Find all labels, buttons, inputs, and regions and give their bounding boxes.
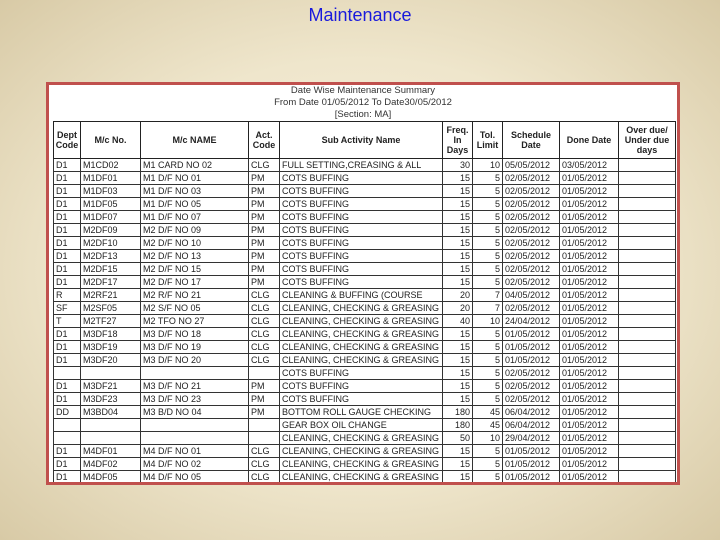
table-row — [54, 354, 676, 367]
table-cell: 05/05/2012 — [503, 159, 560, 172]
table-cell: 01/05/2012 — [560, 263, 619, 276]
table-cell: CLEANING, CHECKING & GREASING — [280, 432, 443, 445]
column-header: Sub Activity Name — [280, 122, 443, 159]
table-cell: 02/05/2012 — [503, 237, 560, 250]
table-cell — [619, 328, 676, 341]
table-row — [54, 471, 676, 484]
table-cell — [619, 354, 676, 367]
table-cell — [619, 198, 676, 211]
table-cell: PM — [249, 380, 280, 393]
table-cell: CLG — [249, 289, 280, 302]
table-cell: PM — [249, 172, 280, 185]
table-cell: CLEANING, CHECKING & GREASING — [280, 341, 443, 354]
table-cell — [619, 380, 676, 393]
table-cell: M1DF01 — [81, 172, 141, 185]
table-cell: 02/05/2012 — [503, 211, 560, 224]
table-cell: 01/05/2012 — [503, 471, 560, 484]
table-cell: 02/05/2012 — [503, 367, 560, 380]
table-cell: M3DF23 — [81, 393, 141, 406]
table-cell: CLEANING, CHECKING & GREASING — [280, 458, 443, 471]
table-cell: M2DF13 — [81, 250, 141, 263]
table-cell: M3DF19 — [81, 341, 141, 354]
table-cell: 15 — [443, 198, 473, 211]
table-cell: 15 — [443, 393, 473, 406]
column-header: Over due/ Under due days — [619, 122, 676, 159]
table-cell — [619, 432, 676, 445]
table-cell: PM — [249, 263, 280, 276]
table-cell: D1 — [54, 380, 81, 393]
table-cell: COTS BUFFING — [280, 380, 443, 393]
table-cell: 01/05/2012 — [560, 185, 619, 198]
table-cell: M1 D/F NO 03 — [141, 185, 249, 198]
table-cell: D1 — [54, 237, 81, 250]
table-row — [54, 419, 676, 432]
table-cell: COTS BUFFING — [280, 211, 443, 224]
table-cell: M1CD02 — [81, 159, 141, 172]
table-cell: M2 D/F NO 09 — [141, 224, 249, 237]
table-cell: 45 — [473, 419, 503, 432]
table-cell — [619, 211, 676, 224]
table-cell: 20 — [443, 289, 473, 302]
table-cell: 01/05/2012 — [560, 237, 619, 250]
table-cell — [619, 419, 676, 432]
table-cell: 03/05/2012 — [560, 159, 619, 172]
table-cell: 01/05/2012 — [560, 432, 619, 445]
table-cell: 5 — [473, 328, 503, 341]
table-cell: D1 — [54, 445, 81, 458]
table-cell — [249, 367, 280, 380]
table-cell: D1 — [54, 185, 81, 198]
table-cell: COTS BUFFING — [280, 172, 443, 185]
slide-title: Maintenance — [308, 5, 412, 25]
table-cell: COTS BUFFING — [280, 393, 443, 406]
table-cell — [141, 432, 249, 445]
table-cell: 01/05/2012 — [503, 341, 560, 354]
table-cell: 5 — [473, 263, 503, 276]
table-cell: M3 D/F NO 23 — [141, 393, 249, 406]
table-cell: M2 D/F NO 13 — [141, 250, 249, 263]
table-row — [54, 302, 676, 315]
report-section: [Section: MA] — [334, 109, 392, 120]
table-cell: 02/05/2012 — [503, 302, 560, 315]
table-cell — [619, 315, 676, 328]
table-cell: PM — [249, 276, 280, 289]
table-cell: 01/05/2012 — [560, 224, 619, 237]
table-cell: 01/05/2012 — [560, 393, 619, 406]
table-cell: 15 — [443, 380, 473, 393]
table-row — [54, 445, 676, 458]
table-cell: 01/05/2012 — [560, 198, 619, 211]
table-cell — [619, 458, 676, 471]
table-cell: 45 — [473, 406, 503, 419]
table-cell: 15 — [443, 458, 473, 471]
table-cell: 15 — [443, 250, 473, 263]
table-cell: M3DF18 — [81, 328, 141, 341]
table-cell: 01/05/2012 — [560, 289, 619, 302]
table-cell: D1 — [54, 263, 81, 276]
table-cell: 15 — [443, 471, 473, 484]
table-cell — [619, 185, 676, 198]
table-cell: PM — [249, 211, 280, 224]
table-cell: 15 — [443, 211, 473, 224]
table-cell: PM — [249, 393, 280, 406]
table-cell: CLG — [249, 471, 280, 484]
table-cell — [619, 250, 676, 263]
table-cell: 24/04/2012 — [503, 315, 560, 328]
table-cell: 01/05/2012 — [560, 276, 619, 289]
table-cell: 15 — [443, 172, 473, 185]
column-header: M/c NAME — [141, 122, 249, 159]
table-cell: CLEANING, CHECKING & GREASING — [280, 328, 443, 341]
table-cell: CLEANING, CHECKING & GREASING — [280, 445, 443, 458]
table-cell: 15 — [443, 185, 473, 198]
table-cell: CLEANING, CHECKING & GREASING — [280, 315, 443, 328]
table-row — [54, 198, 676, 211]
table-cell: 15 — [443, 328, 473, 341]
table-cell: M2TF27 — [81, 315, 141, 328]
table-cell: 06/04/2012 — [503, 406, 560, 419]
table-cell: CLG — [249, 445, 280, 458]
table-cell: COTS BUFFING — [280, 237, 443, 250]
table-cell — [54, 432, 81, 445]
table-cell: M3 D/F NO 19 — [141, 341, 249, 354]
table-cell — [619, 471, 676, 484]
column-header: Tol. Limit — [473, 122, 503, 159]
table-cell: DD — [54, 406, 81, 419]
table-cell — [619, 445, 676, 458]
table-cell — [81, 432, 141, 445]
table-cell: 50 — [443, 432, 473, 445]
table-cell: M1 CARD NO 02 — [141, 159, 249, 172]
table-cell: 15 — [443, 224, 473, 237]
table-cell: 02/05/2012 — [503, 250, 560, 263]
table-cell — [619, 263, 676, 276]
table-row — [54, 237, 676, 250]
table-cell: PM — [249, 185, 280, 198]
table-cell: M4 D/F NO 01 — [141, 445, 249, 458]
table-cell: M2 D/F NO 15 — [141, 263, 249, 276]
table-cell — [249, 432, 280, 445]
table-cell: COTS BUFFING — [280, 276, 443, 289]
table-cell: D1 — [54, 354, 81, 367]
table-cell: 5 — [473, 250, 503, 263]
table-cell: 01/05/2012 — [560, 328, 619, 341]
report-date-range: From Date 01/05/2012 To Date30/05/2012 — [274, 97, 452, 108]
table-cell: CLEANING & BUFFING (COURSE — [280, 289, 443, 302]
table-cell: M4 D/F NO 02 — [141, 458, 249, 471]
table-cell — [619, 393, 676, 406]
table-cell: M2 D/F NO 10 — [141, 237, 249, 250]
table-row — [54, 172, 676, 185]
column-header: Schedule Date — [503, 122, 560, 159]
table-cell: D1 — [54, 458, 81, 471]
table-cell: 02/05/2012 — [503, 224, 560, 237]
table-cell: CLEANING, CHECKING & GREASING — [280, 354, 443, 367]
table-cell: 10 — [473, 315, 503, 328]
table-cell: 5 — [473, 276, 503, 289]
table-cell: 5 — [473, 172, 503, 185]
table-row — [54, 315, 676, 328]
report-image — [46, 82, 680, 485]
table-cell: M2 S/F NO 05 — [141, 302, 249, 315]
table-cell: M4DF01 — [81, 445, 141, 458]
table-cell: 7 — [473, 289, 503, 302]
table-cell: M2DF10 — [81, 237, 141, 250]
table-cell: 29/04/2012 — [503, 432, 560, 445]
table-cell: 01/05/2012 — [503, 328, 560, 341]
table-cell — [619, 302, 676, 315]
table-cell: 01/05/2012 — [560, 315, 619, 328]
maintenance-table — [53, 121, 676, 484]
table-cell — [54, 419, 81, 432]
table-cell: D1 — [54, 198, 81, 211]
table-cell: M1 D/F NO 05 — [141, 198, 249, 211]
table-cell — [81, 419, 141, 432]
table-cell: BOTTOM ROLL GAUGE CHECKING — [280, 406, 443, 419]
table-cell: 20 — [443, 302, 473, 315]
table-cell: 10 — [473, 159, 503, 172]
table-cell: 15 — [443, 263, 473, 276]
table-cell: M3BD04 — [81, 406, 141, 419]
table-cell: M2DF15 — [81, 263, 141, 276]
table-row — [54, 250, 676, 263]
table-cell: 02/05/2012 — [503, 393, 560, 406]
table-cell: CLG — [249, 341, 280, 354]
table-cell — [141, 419, 249, 432]
table-cell: D1 — [54, 250, 81, 263]
table-cell: D1 — [54, 172, 81, 185]
table-cell: 02/05/2012 — [503, 198, 560, 211]
table-row — [54, 185, 676, 198]
table-cell: M2 TFO NO 27 — [141, 315, 249, 328]
table-cell: 5 — [473, 224, 503, 237]
table-row — [54, 159, 676, 172]
table-cell: M3 D/F NO 21 — [141, 380, 249, 393]
table-cell: CLG — [249, 302, 280, 315]
table-cell: 5 — [473, 198, 503, 211]
table-cell: M1 D/F NO 07 — [141, 211, 249, 224]
table-cell: CLEANING, CHECKING & GREASING — [280, 471, 443, 484]
table-cell: 5 — [473, 237, 503, 250]
table-cell: M2SF05 — [81, 302, 141, 315]
table-cell: 01/05/2012 — [503, 354, 560, 367]
table-cell: M1 D/F NO 01 — [141, 172, 249, 185]
table-cell: CLG — [249, 458, 280, 471]
table-cell: 02/05/2012 — [503, 276, 560, 289]
table-cell: 5 — [473, 185, 503, 198]
table-cell — [619, 367, 676, 380]
table-cell: 01/05/2012 — [560, 172, 619, 185]
table-cell: 5 — [473, 393, 503, 406]
table-row — [54, 211, 676, 224]
table-cell: CLG — [249, 159, 280, 172]
table-cell: COTS BUFFING — [280, 224, 443, 237]
table-cell: D1 — [54, 224, 81, 237]
table-cell: D1 — [54, 276, 81, 289]
table-cell: M2DF17 — [81, 276, 141, 289]
table-cell — [619, 276, 676, 289]
table-cell — [619, 172, 676, 185]
table-cell: PM — [249, 198, 280, 211]
table-cell — [54, 367, 81, 380]
table-cell: M1DF07 — [81, 211, 141, 224]
table-row — [54, 406, 676, 419]
table-cell: FULL SETTING,CREASING & ALL — [280, 159, 443, 172]
table-cell: 01/05/2012 — [560, 419, 619, 432]
header-row — [54, 122, 676, 159]
table-row — [54, 263, 676, 276]
table-cell — [619, 159, 676, 172]
table-row — [54, 289, 676, 302]
table-cell: 01/05/2012 — [560, 354, 619, 367]
table-cell: 180 — [443, 406, 473, 419]
table-cell: PM — [249, 237, 280, 250]
table-cell: 15 — [443, 367, 473, 380]
table-row — [54, 367, 676, 380]
table-cell: COTS BUFFING — [280, 367, 443, 380]
table-cell: 5 — [473, 367, 503, 380]
table-cell: M2DF09 — [81, 224, 141, 237]
table-cell: 15 — [443, 445, 473, 458]
table-cell: 40 — [443, 315, 473, 328]
table-cell: M3 D/F NO 20 — [141, 354, 249, 367]
table-cell: CLG — [249, 354, 280, 367]
table-cell: GEAR BOX OIL CHANGE — [280, 419, 443, 432]
table-cell: M3 B/D NO 04 — [141, 406, 249, 419]
table-cell: 02/05/2012 — [503, 263, 560, 276]
table-cell: PM — [249, 406, 280, 419]
table-cell: 180 — [443, 419, 473, 432]
table-cell — [141, 367, 249, 380]
table-cell: COTS BUFFING — [280, 263, 443, 276]
table-row — [54, 224, 676, 237]
table-cell: COTS BUFFING — [280, 185, 443, 198]
table-row — [54, 380, 676, 393]
table-row — [54, 432, 676, 445]
table-cell: PM — [249, 250, 280, 263]
table-cell: 01/05/2012 — [560, 367, 619, 380]
table-cell: 02/05/2012 — [503, 172, 560, 185]
table-cell: CLEANING, CHECKING & GREASING — [280, 302, 443, 315]
table-cell: D1 — [54, 211, 81, 224]
report-title: Date Wise Maintenance Summary — [290, 85, 436, 96]
table-row — [54, 393, 676, 406]
table-cell: 5 — [473, 445, 503, 458]
table-cell: 5 — [473, 458, 503, 471]
table-cell: D1 — [54, 471, 81, 484]
table-cell: 01/05/2012 — [560, 341, 619, 354]
table-row — [54, 276, 676, 289]
table-cell — [619, 289, 676, 302]
table-cell: 01/05/2012 — [560, 302, 619, 315]
table-cell: 5 — [473, 471, 503, 484]
table-cell: 5 — [473, 354, 503, 367]
table-cell: D1 — [54, 393, 81, 406]
table-cell: 15 — [443, 237, 473, 250]
table-cell — [619, 237, 676, 250]
table-cell: R — [54, 289, 81, 302]
table-cell: M4DF05 — [81, 471, 141, 484]
column-header: Dept Code — [54, 122, 81, 159]
table-row — [54, 328, 676, 341]
table-cell: M4 D/F NO 05 — [141, 471, 249, 484]
table-cell: 01/05/2012 — [560, 406, 619, 419]
table-row — [54, 341, 676, 354]
table-cell: 01/05/2012 — [503, 445, 560, 458]
table-cell: D1 — [54, 328, 81, 341]
table-cell: PM — [249, 224, 280, 237]
table-cell: M2 D/F NO 17 — [141, 276, 249, 289]
table-cell: 01/05/2012 — [560, 458, 619, 471]
column-header: Done Date — [560, 122, 619, 159]
table-cell — [81, 367, 141, 380]
table-cell: 01/05/2012 — [503, 458, 560, 471]
table-cell: COTS BUFFING — [280, 198, 443, 211]
table-cell — [619, 224, 676, 237]
table-cell: 06/04/2012 — [503, 419, 560, 432]
table-cell: M3 D/F NO 18 — [141, 328, 249, 341]
table-cell: 7 — [473, 302, 503, 315]
column-header: Freq. In Days — [443, 122, 473, 159]
table-cell: 01/05/2012 — [560, 250, 619, 263]
table-cell: 04/05/2012 — [503, 289, 560, 302]
table-cell: CLG — [249, 328, 280, 341]
table-cell: M2 R/F NO 21 — [141, 289, 249, 302]
column-header: Act. Code — [249, 122, 280, 159]
table-cell: M1DF05 — [81, 198, 141, 211]
table-cell: 15 — [443, 341, 473, 354]
table-cell: 15 — [443, 354, 473, 367]
table-cell: 30 — [443, 159, 473, 172]
table-cell: 01/05/2012 — [560, 380, 619, 393]
table-cell: M1DF03 — [81, 185, 141, 198]
table-cell: 01/05/2012 — [560, 471, 619, 484]
table-cell — [249, 419, 280, 432]
table-cell: M2RF21 — [81, 289, 141, 302]
table-cell: CLG — [249, 315, 280, 328]
table-cell: 15 — [443, 276, 473, 289]
table-cell: 01/05/2012 — [560, 445, 619, 458]
column-header: M/c No. — [81, 122, 141, 159]
table-cell: 02/05/2012 — [503, 185, 560, 198]
table-cell: M3DF21 — [81, 380, 141, 393]
table-cell: M4DF02 — [81, 458, 141, 471]
table-cell: D1 — [54, 341, 81, 354]
table-cell: T — [54, 315, 81, 328]
table-cell: 01/05/2012 — [560, 211, 619, 224]
table-cell — [619, 406, 676, 419]
table-cell: M3DF20 — [81, 354, 141, 367]
table-cell: 5 — [473, 341, 503, 354]
table-cell: COTS BUFFING — [280, 250, 443, 263]
table-cell: 02/05/2012 — [503, 380, 560, 393]
table-cell: 5 — [473, 211, 503, 224]
table-cell — [619, 341, 676, 354]
table-cell: SF — [54, 302, 81, 315]
table-row — [54, 458, 676, 471]
table-cell: D1 — [54, 159, 81, 172]
table-cell: 10 — [473, 432, 503, 445]
table-cell: 5 — [473, 380, 503, 393]
